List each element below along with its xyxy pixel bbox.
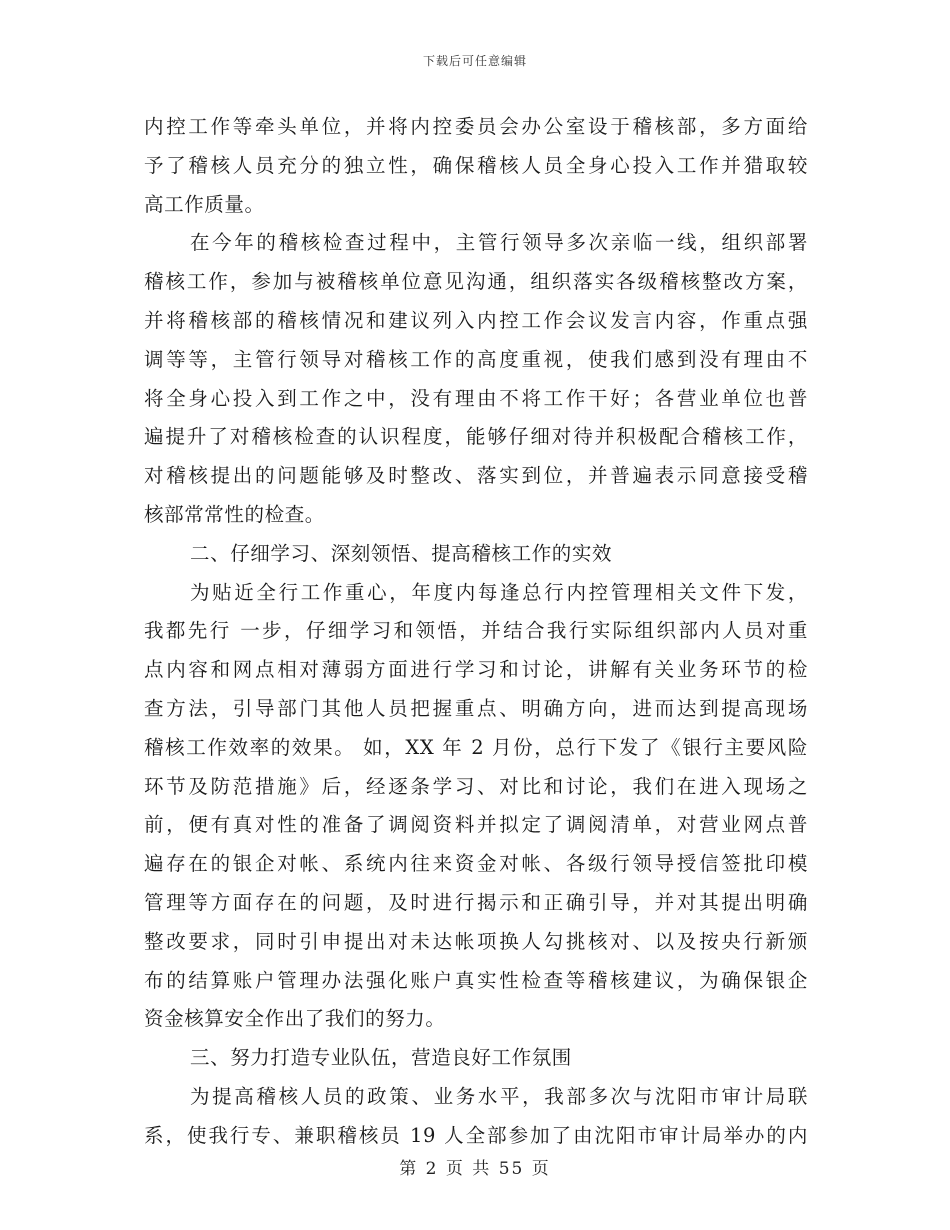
document-body (144, 108, 808, 1156)
text-line: 整改要求，同时引申提出对未达帐项换人勾挑核对、以及按央行新颁 (144, 929, 808, 953)
text-line: 点内容和网点相对薄弱方面进行学习和讨论，讲解有关业务环节的检 (144, 658, 808, 682)
text-line: 并将稽核部的稽核情况和建议列入内控工作会议发言内容，作重点强 (144, 308, 808, 332)
text-line: 系，使我行专、兼职稽核员 19 人全部参加了由沈阳市审计局举办的内 (144, 1123, 808, 1147)
page-number: 第 2 页 共 55 页 (399, 1159, 551, 1179)
text-line: 我都先行 一步，仔细学习和领悟，并结合我行实际组织部内人员对重 (144, 619, 808, 643)
text-line: 调等等，主管行领导对稽核工作的高度重视，使我们感到没有理由不 (144, 347, 808, 371)
text-line: 予了稽核人员充分的独立性，确保稽核人员全身心投入工作并猎取较 (144, 153, 808, 177)
text-line: 内控工作等牵头单位，并将内控委员会办公室设于稽核部，多方面给 (144, 115, 808, 138)
text-line: 对稽核提出的问题能够及时整改、落实到位，并普遍表示同意接受稽 (144, 464, 808, 488)
text-line: 在今年的稽核检查过程中，主管行领导多次亲临一线，组织部署 (190, 231, 808, 255)
text-line: 稽核工作，参加与被稽核单位意见沟通，组织落实各级稽核整改方案， (144, 270, 808, 294)
text-line: 稽核工作效率的效果。 如，XX 年 2 月份，总行下发了《银行主要风险 (144, 735, 808, 759)
text-line: 布的结算账户管理办法强化账户真实性检查等稽核建议，为确保银企 (144, 968, 808, 992)
text-line: 将全身心投入到工作之中，没有理由不将工作干好；各营业单位也普 (144, 386, 808, 410)
text-line: 为提高稽核人员的政策、业务水平，我部多次与沈阳市审计局联 (190, 1084, 808, 1108)
text-line: 三、努力打造专业队伍，营造良好工作氛围 (190, 1046, 572, 1070)
page-header: 下载后可任意编辑 (422, 54, 527, 68)
text-line: 为贴近全行工作重心，年度内每逢总行内控管理相关文件下发， (190, 580, 808, 604)
text-line: 资金核算安全作出了我们的努力。 (144, 1007, 446, 1031)
text-line: 前，便有真对性的准备了调阅资料并拟定了调阅清单，对营业网点普 (144, 813, 808, 837)
text-line: 环节及防范措施》后，经逐条学习、对比和讨论，我们在进入现场之 (144, 774, 808, 798)
text-line: 管理等方面存在的问题，及时进行揭示和正确引导，并对其提出明确 (144, 890, 808, 914)
text-line: 查方法，引导部门其他人员把握重点、明确方向，进而达到提高现场 (144, 696, 808, 720)
text-line: 高工作质量。 (144, 192, 265, 216)
text-line: 核部常常性的检查。 (144, 502, 325, 526)
text-line: 遍存在的银企对帐、系统内往来资金对帐、各级行领导授信签批印模 (144, 852, 808, 876)
text-line: 二、仔细学习、深刻领悟、提高稽核工作的实效 (190, 541, 613, 565)
text-line: 遍提升了对稽核检查的认识程度，能够仔细对待并积极配合稽核工作， (144, 425, 808, 449)
